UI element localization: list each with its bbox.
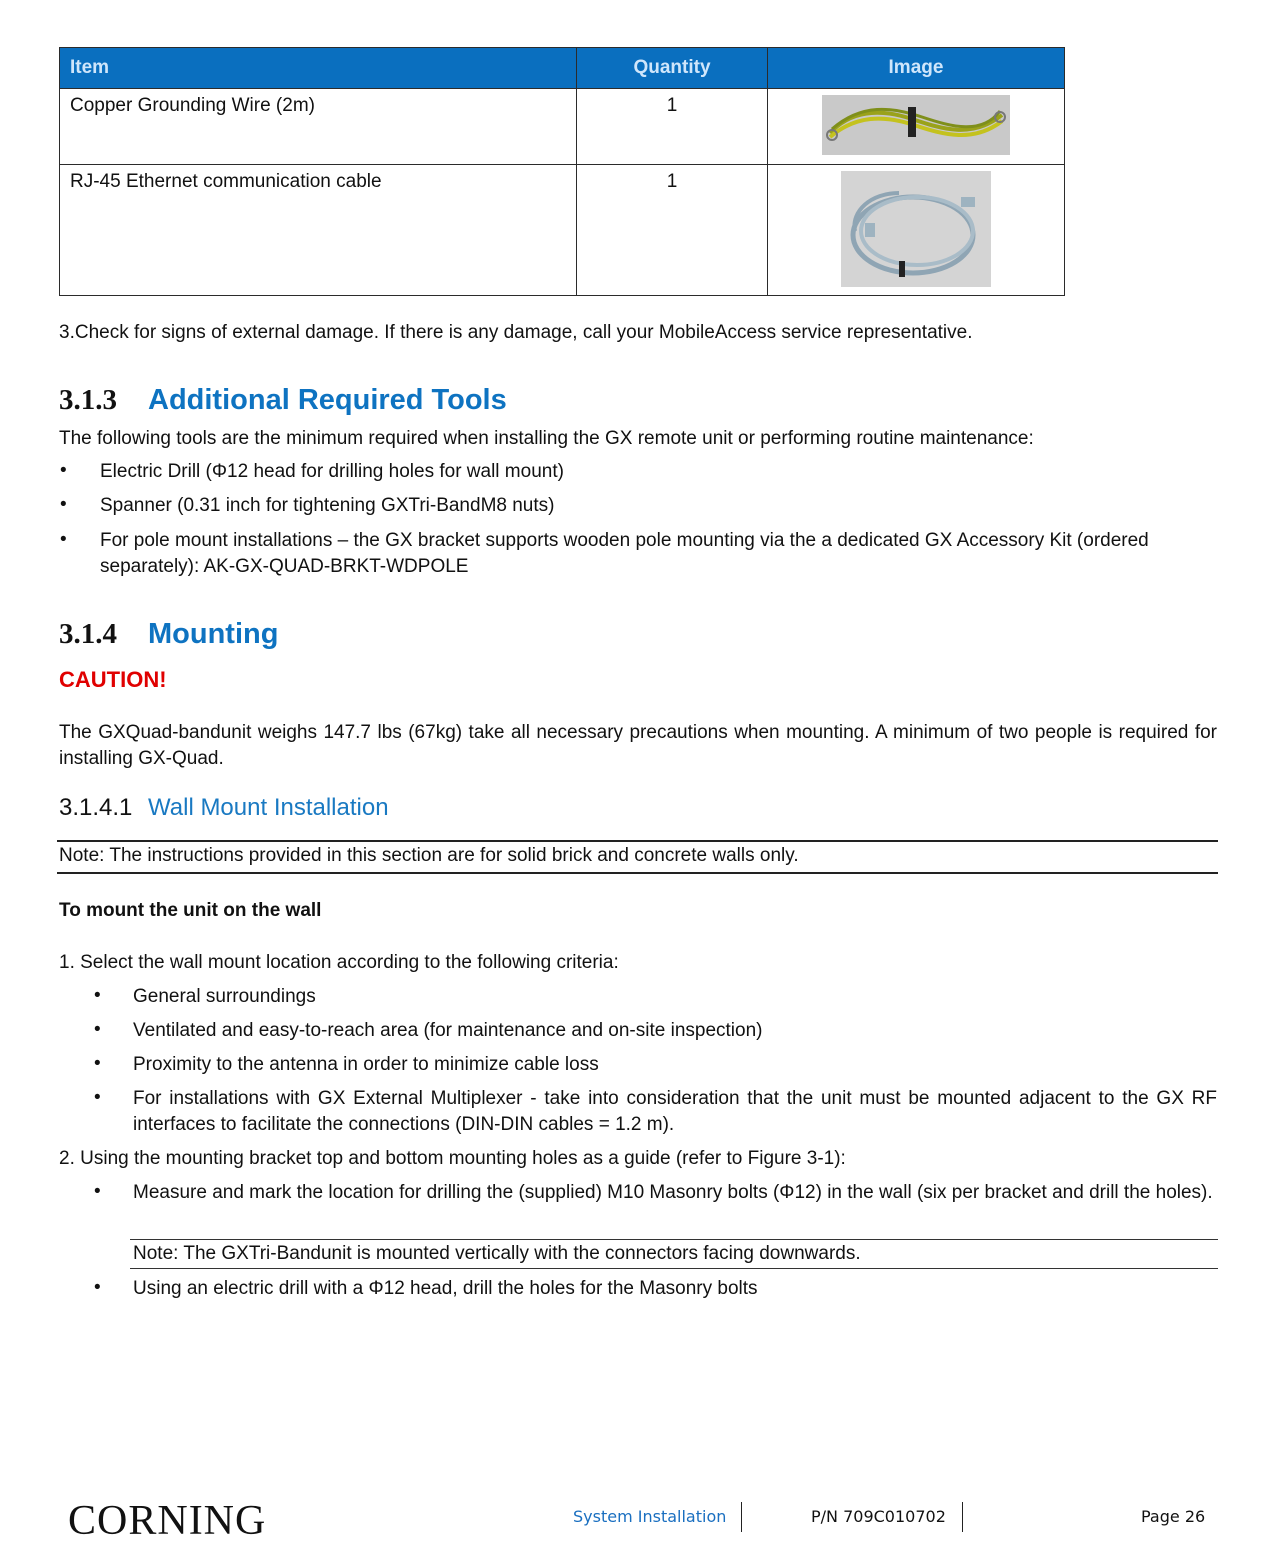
note-rule-top <box>130 1239 1218 1240</box>
footer-separator <box>741 1502 742 1532</box>
bullet-marker: • <box>60 494 67 515</box>
quantity-cell: 1 <box>577 89 768 165</box>
criteria-item: For installations with GX External Multiplexer - take into consideration that the unit must be mounted adjacent to the GX RF interfaces to facilitate the connections (DIN-DIN cables = 1.2 m). <box>133 1088 1217 1135</box>
procedure-item: Using an electric drill with a Φ12 head, drill the holes for the Masonry bolts <box>133 1278 758 1299</box>
note-text: Note: The instructions provided in this section are for solid brick and concrete walls only. <box>59 845 799 866</box>
tool-item: Spanner (0.31 inch for tightening GXTri-BandM8 nuts) <box>100 495 555 516</box>
bullet-marker: • <box>94 1087 101 1108</box>
caution-label: CAUTION! <box>59 667 167 692</box>
procedure-item: Measure and mark the location for drilling the (supplied) M10 Masonry bolts (Φ12) in the wall (six per bracket and drill the holes). <box>133 1182 1213 1203</box>
bullet-marker: • <box>94 985 101 1006</box>
table-row <box>60 165 1065 296</box>
section-number: 3.1.3 <box>59 384 117 416</box>
step-2: 2. Using the mounting bracket top and bottom mounting holes as a guide (refer to Figure 3-1): <box>59 1148 846 1169</box>
footer-separator <box>962 1502 963 1532</box>
items-table <box>59 47 1065 296</box>
table-header-row <box>60 48 1065 89</box>
note-rule-top <box>57 840 1218 842</box>
caution-text: The GXQuad-bandunit weighs 147.7 lbs (67kg) take all necessary precautions when mounting. A minimum of two people is required for installing GX-Quad. <box>59 722 1217 769</box>
item-cell: RJ-45 Ethernet communication cable <box>60 165 577 296</box>
bullet-marker: • <box>94 1181 101 1202</box>
procedure-title: To mount the unit on the wall <box>59 900 322 921</box>
image-cell <box>768 89 1065 165</box>
bullet-marker: • <box>94 1053 101 1074</box>
tools-intro: The following tools are the minimum required when installing the GX remote unit or performing routine maintenance: <box>59 428 1034 449</box>
column-header-quantity: Quantity <box>577 48 768 89</box>
quantity-cell: 1 <box>577 165 768 296</box>
grounding-wire-photo-icon <box>822 95 1010 155</box>
section-title: Additional Required Tools <box>148 384 507 416</box>
section-number: 3.1.4.1 <box>59 794 133 821</box>
bullet-marker: • <box>94 1277 101 1298</box>
section-title: Wall Mount Installation <box>148 794 389 821</box>
note-rule-bottom <box>57 872 1218 874</box>
bullet-marker: • <box>94 1019 101 1040</box>
bullet-marker: • <box>60 529 67 550</box>
table-row <box>60 89 1065 165</box>
tool-item: Electric Drill (Φ12 head for drilling holes for wall mount) <box>100 461 564 482</box>
column-header-item: Item <box>60 48 577 89</box>
step-1: 1. Select the wall mount location according to the following criteria: <box>59 952 619 973</box>
damage-check-text: 3.Check for signs of external damage. If there is any damage, call your MobileAccess service representative. <box>59 322 973 343</box>
note-text: Note: The GXTri-Bandunit is mounted vertically with the connectors facing downwards. <box>133 1243 861 1264</box>
criteria-item: Proximity to the antenna in order to minimize cable loss <box>133 1054 599 1075</box>
section-number: 3.1.4 <box>59 618 117 650</box>
ethernet-cable-photo-icon <box>841 171 991 287</box>
bullet-marker: • <box>60 460 67 481</box>
footer-page-number: Page 26 <box>1141 1507 1206 1526</box>
section-title: Mounting <box>148 618 279 650</box>
criteria-item: Ventilated and easy-to-reach area (for maintenance and on-site inspection) <box>133 1020 763 1041</box>
note-rule-bottom <box>130 1268 1218 1269</box>
column-header-image: Image <box>768 48 1065 89</box>
item-cell: Copper Grounding Wire (2m) <box>60 89 577 165</box>
image-cell <box>768 165 1065 296</box>
criteria-item: General surroundings <box>133 986 316 1007</box>
footer-section: System Installation <box>573 1507 727 1526</box>
footer-part-number: P/N 709C010702 <box>811 1507 946 1526</box>
tool-item: For pole mount installations – the GX bracket supports wooden pole mounting via the a dedicated GX Accessory Kit (ordered separately): AK-GX-QUAD-BRKT-WDPOLE <box>100 530 1149 577</box>
corning-logo: CORNING <box>68 1498 267 1544</box>
